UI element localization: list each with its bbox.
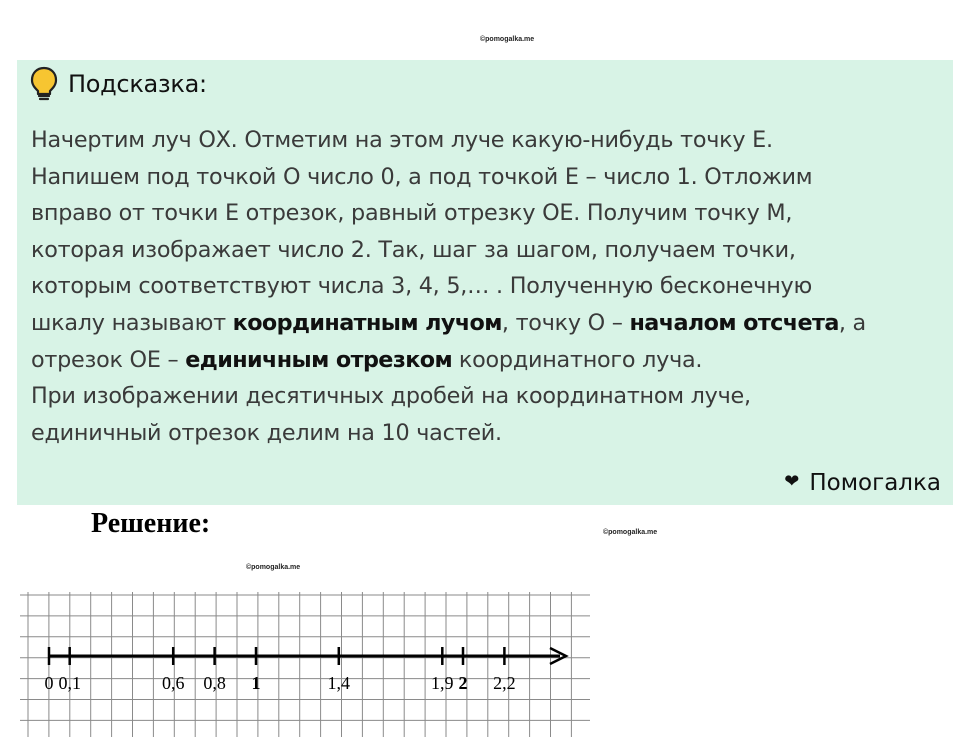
- tick-label: 2,2: [493, 673, 516, 693]
- hint-box: [17, 60, 953, 505]
- hint-line: [31, 378, 941, 415]
- hint-term: единичным отрезком: [185, 346, 453, 373]
- hint-line: [31, 195, 941, 232]
- tick-label: 0,6: [161, 673, 185, 693]
- hint-segment: отрезок ОЕ –: [31, 346, 186, 373]
- hint-segment: единичный отрезок делим на 10 частей.: [31, 419, 502, 446]
- hint-segment: вправо от точки Е отрезок, равный отрезку ОЕ. Получим точку М,: [31, 200, 793, 227]
- watermark-middle: ©pomogalka.me: [603, 529, 658, 536]
- watermark-top: ©pomogalka.me: [480, 36, 535, 43]
- hint-segment: , а: [838, 309, 866, 336]
- hint-line: [31, 268, 941, 305]
- hint-segment: , точку О –: [501, 309, 630, 336]
- coordinate-ray: [49, 648, 566, 664]
- hint-segment: которым соответствуют числа 3, 4, 5,… . Полученную бесконечную: [31, 273, 812, 300]
- tick-label: 2: [458, 673, 468, 693]
- hint-line: [31, 232, 941, 269]
- tick-label: 1,9: [431, 673, 454, 693]
- hint-segment: Начертим луч ОХ. Отметим на этом луче какую-нибудь точку Е.: [31, 127, 773, 153]
- number-line-figure: [20, 592, 600, 742]
- hint-term: началом отсчета: [629, 309, 839, 336]
- lightbulb-icon: [30, 66, 58, 102]
- hint-segment: При изображении десятичных дробей на координатном луче,: [31, 383, 751, 410]
- tick-label: 0: [44, 673, 54, 693]
- hint-segment: Напишем под точкой О число 0, а под точкой Е – число 1. Отложим: [31, 163, 813, 190]
- number-line-marks: [45, 647, 516, 693]
- solution-title: Решение:: [91, 508, 211, 539]
- hint-title: Подсказка:: [68, 70, 207, 98]
- tick-label: 1: [251, 673, 261, 693]
- hint-line: [31, 122, 941, 159]
- heart-icon: ❤: [784, 470, 800, 492]
- hint-segment: шкалу называют: [31, 309, 233, 336]
- hint-term: координатным лучом: [232, 309, 502, 336]
- hint-header: [30, 66, 207, 102]
- hint-line: [31, 305, 941, 342]
- tick-label: 0,8: [203, 673, 226, 693]
- watermark-grid: ©pomogalka.me: [246, 564, 301, 571]
- hint-line: [31, 159, 941, 196]
- tick-label: 1,4: [327, 673, 351, 693]
- brand-signature: [784, 470, 941, 496]
- hint-line: [31, 342, 941, 379]
- hint-text: [31, 122, 941, 451]
- tick-label: 0,1: [58, 673, 81, 693]
- hint-segment: координатного луча.: [452, 346, 703, 373]
- hint-line: [31, 415, 941, 452]
- hint-segment: которая изображает число 2. Так, шаг за шагом, получаем точки,: [31, 236, 796, 263]
- brand-label: Помогалка: [809, 470, 941, 496]
